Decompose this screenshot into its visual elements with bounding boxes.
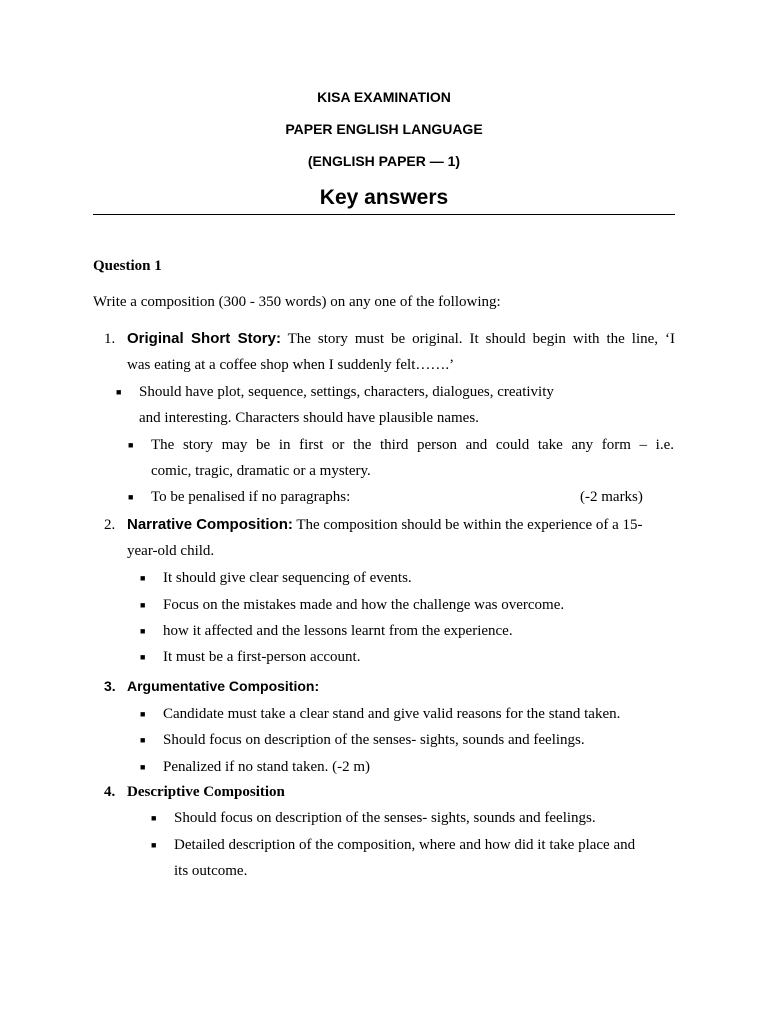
item3-bullet: Should focus on description of the senses- sights, sounds and feelings.: [163, 732, 585, 748]
item1-bullet1-b: and interesting. Characters should have plausible names.: [139, 410, 479, 426]
question-heading: Question 1: [93, 258, 162, 274]
item3-number: 3.: [104, 678, 116, 694]
item1-text-a: The story must be original. It should begin with the line, ‘I: [287, 331, 675, 347]
item2-bullet: It must be a first-person account.: [163, 649, 361, 665]
question-instruction: Write a composition (300 - 350 words) on any one of the following:: [93, 294, 501, 310]
item1-line-a: [127, 329, 675, 349]
item1-bullet1-a: Should have plot, sequence, settings, characters, dialogues, creativity: [139, 384, 554, 400]
bullet-icon: ■: [140, 709, 146, 719]
bullet-icon: ■: [151, 840, 157, 850]
item2-number: 2.: [104, 517, 116, 533]
bullet-icon: ■: [140, 600, 146, 610]
item2-line-a: [127, 515, 643, 535]
exam-title: KISA EXAMINATION: [317, 89, 451, 105]
bullet-icon: ■: [151, 813, 157, 823]
bullet-icon: ■: [140, 762, 146, 772]
item1-bullet3-marks: (-2 marks): [580, 489, 643, 505]
bullet-icon: ■: [140, 652, 146, 662]
item1-label: Original Short Story:: [127, 330, 281, 347]
item1-bullet3: To be penalised if no paragraphs:: [151, 489, 351, 505]
item4-bullet: Detailed description of the composition, where and how did it take place and: [174, 837, 636, 853]
bullet-icon: ■: [128, 492, 134, 502]
paper-number: (ENGLISH PAPER — 1): [307, 153, 461, 169]
item2-label: Narrative Composition:: [127, 516, 293, 533]
item4-label: Descriptive Composition: [127, 784, 285, 800]
item3-bullet: Penalized if no stand taken. (-2 m): [163, 759, 371, 775]
item4-number: 4.: [104, 784, 116, 800]
page-title: Key answers: [319, 186, 449, 209]
item2-bullet: how it affected and the lessons learnt from the experience.: [163, 623, 513, 639]
item2-text-b: year-old child.: [127, 543, 215, 559]
item1-text-b: was eating at a coffee shop when I suddenly felt…….’: [127, 357, 455, 373]
bullet-icon: ■: [116, 387, 122, 397]
item4-bullet: Should focus on description of the senses- sights, sounds and feelings.: [174, 810, 596, 826]
item4-bullet-continued: its outcome.: [174, 863, 248, 879]
item3-label: Argumentative Composition:: [127, 678, 320, 694]
bullet-icon: ■: [140, 735, 146, 745]
bullet-icon: ■: [128, 440, 134, 450]
item1-number: 1.: [104, 331, 116, 347]
item1-bullet2-a: The story may be in first or the third person and could take any form – i.e.: [151, 437, 674, 453]
bullet-icon: ■: [140, 573, 146, 583]
bullet-icon: ■: [140, 626, 146, 636]
item1-bullet2-b: comic, tragic, dramatic or a mystery.: [151, 463, 371, 479]
title-divider: [93, 214, 675, 215]
item2-bullet: Focus on the mistakes made and how the challenge was overcome.: [163, 597, 565, 613]
item3-bullet: Candidate must take a clear stand and give valid reasons for the stand taken.: [163, 706, 621, 722]
item2-text-a: The composition should be within the experience of a 15-: [296, 517, 643, 533]
item2-bullet: It should give clear sequencing of events.: [163, 570, 412, 586]
paper-title: PAPER ENGLISH LANGUAGE: [285, 121, 483, 137]
